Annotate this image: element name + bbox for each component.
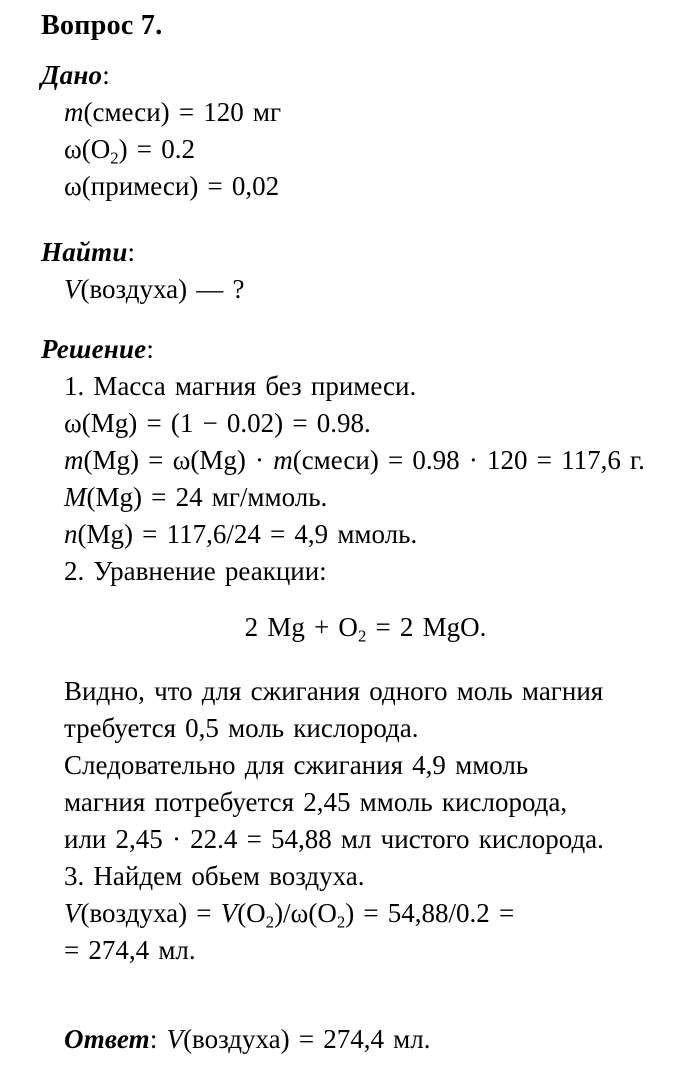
question-title: Вопрос 7. [41, 10, 163, 41]
answer-value [167, 1024, 431, 1054]
text-run: ) = 54,88/0.2 = [345, 898, 515, 928]
text-run: 1. Масса магния без примеси. [64, 371, 417, 401]
text-run: ω(O [64, 134, 111, 164]
variable: m [273, 445, 293, 475]
solution-step3-title [64, 858, 690, 895]
variable: V [64, 274, 81, 304]
find-heading [41, 234, 690, 271]
solution-volume-air-result [64, 932, 690, 969]
find-lines [64, 271, 690, 308]
variable: V [220, 898, 238, 928]
subscript: 2 [336, 912, 346, 932]
solution-step1-title [64, 368, 690, 405]
answer-heading-word: Ответ [64, 1024, 150, 1054]
solution-heading-colon: : [146, 334, 155, 364]
subscript: 2 [110, 148, 119, 168]
text-run: ω(Mg) = (1 − 0.02) = 0.98. [64, 408, 371, 438]
solution-text-line-5 [64, 821, 690, 858]
text-run: (смеси) = 120 мг [83, 97, 282, 127]
given-heading-word: Дано [41, 60, 103, 90]
text-run: (воздуха) = 274,4 мл. [183, 1024, 431, 1054]
variable: V [166, 1024, 184, 1054]
solution-volume-air-formula [64, 895, 690, 932]
given-line-mass-mixture [64, 94, 690, 131]
text-run: (Mg) = 24 мг/ммоль. [86, 482, 328, 512]
solution-mass-mg [64, 442, 690, 479]
answer-heading-colon: : [149, 1024, 167, 1054]
given-heading [41, 57, 690, 94]
text-run: (воздуха) — ? [80, 274, 245, 304]
subscript: 2 [265, 912, 275, 932]
find-heading-colon: : [127, 237, 136, 267]
text-run: Видно, что для сжигания одного моль магния [64, 676, 604, 706]
text-run: требуется 0,5 моль кислорода. [64, 713, 419, 743]
solution-moles-mg [64, 516, 690, 553]
text-run: (O [237, 898, 266, 928]
answer-line [64, 1021, 690, 1058]
given-line-omega-o2 [64, 131, 690, 168]
subscript: 2 [357, 626, 367, 646]
text-run: = 274,4 мл. [64, 935, 196, 965]
text-run: 3. Найдем обьем воздуха. [64, 861, 365, 891]
text-run: ω(примеси) = 0,02 [64, 171, 280, 201]
given-lines [64, 94, 690, 205]
variable: m [64, 445, 84, 475]
text-run: (Mg) = 117,6/24 = 4,9 ммоль. [77, 519, 418, 549]
variable: n [64, 519, 78, 549]
text-run: 2. Уравнение реакции: [64, 556, 327, 586]
text-run: ) = 0.2 [118, 134, 195, 164]
solution-heading-word: Решение [41, 334, 147, 364]
text-run: или 2,45 · 22.4 = 54,88 мл чистого кислорода. [64, 824, 604, 854]
solution-heading [41, 331, 690, 368]
text-run: (смеси) = 0.98 · 120 = 117,6 г. [292, 445, 645, 475]
document [41, 9, 690, 1066]
given-line-omega-impurity [64, 168, 690, 205]
given-heading-colon: : [102, 60, 110, 90]
solution-step2-title [64, 553, 690, 590]
solution-lines [64, 368, 690, 969]
solution-molar-mass-mg [64, 479, 690, 516]
variable: M [64, 482, 87, 512]
find-line-volume-air [64, 271, 690, 308]
text-run: )/ω(O [274, 898, 337, 928]
solution-text-line-1 [64, 673, 690, 710]
text-run: (воздуха) = [80, 898, 221, 928]
text-run: магния потребуется 2,45 ммоль кислорода, [64, 787, 568, 817]
solution-text-line-3 [64, 747, 690, 784]
text-run: Следовательно для сжигания 4,9 ммоль [64, 750, 529, 780]
solution-text-line-2 [64, 710, 690, 747]
find-heading-word: Найти [41, 237, 128, 267]
text-run: 2 Mg + O [244, 612, 358, 642]
variable: m [64, 97, 84, 127]
text-run: (Mg) = ω(Mg) · [83, 445, 274, 475]
text-run: = 2 MgO. [366, 612, 487, 642]
reaction-equation [41, 609, 690, 646]
solution-text-line-4 [64, 784, 690, 821]
solution-omega-mg [64, 405, 690, 442]
variable: V [64, 898, 81, 928]
